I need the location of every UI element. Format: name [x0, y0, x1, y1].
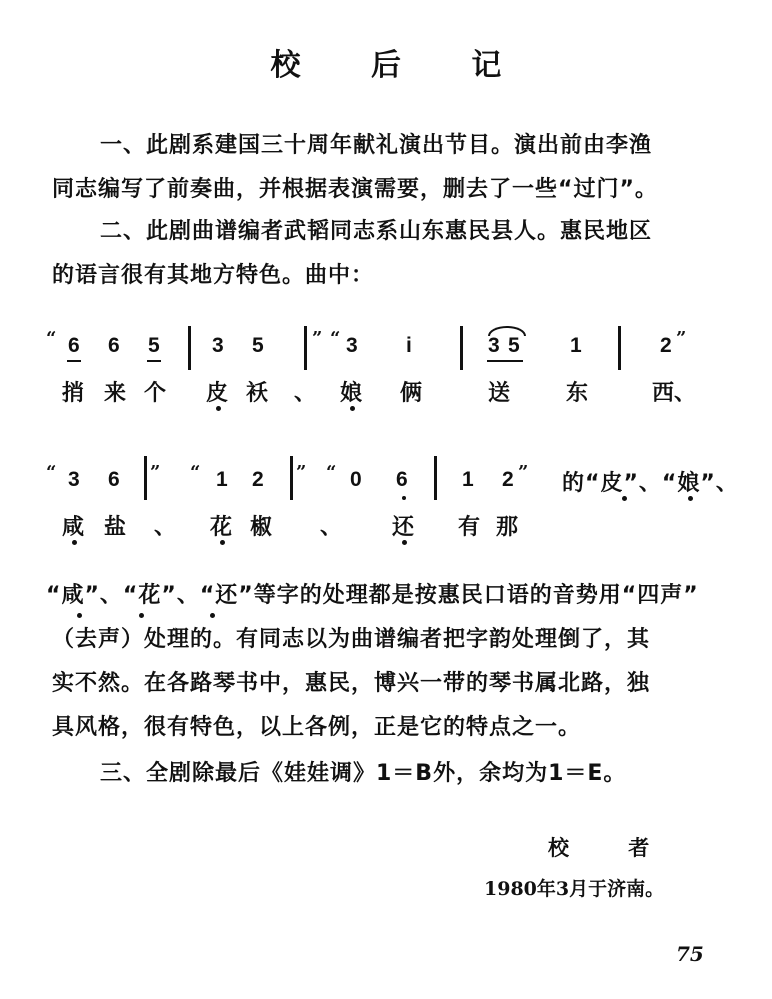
section-one	[52, 124, 752, 212]
paragraph-line: 同志编写了前奏曲，并根据表演需要，删去了一些“过门”。	[52, 177, 658, 202]
note: 1	[570, 334, 582, 357]
paragraph-line: “咸”、“花”、“还”等字的处理都是按惠民口语的音势用“四声”	[46, 583, 699, 608]
signature: 校 者	[548, 835, 676, 860]
barline	[304, 326, 307, 370]
note: 3	[346, 334, 358, 357]
trailing-text: 的“皮”、“娘”、	[562, 471, 739, 496]
note: 5	[252, 334, 264, 357]
lyric: 送	[488, 381, 511, 406]
date-line: 1980年3月于济南。	[484, 878, 665, 900]
barline	[618, 326, 621, 370]
close-quote: ”	[150, 462, 161, 483]
page-number: 75	[676, 942, 704, 966]
open-quote: “	[46, 462, 57, 483]
emphasis-dot	[72, 540, 77, 545]
close-quote: ”	[518, 462, 529, 483]
section-two-continued	[46, 574, 752, 750]
paragraph-line: 的语言很有其地方特色。曲中：	[52, 263, 375, 288]
paragraph-line: 二、此剧曲谱编者武韬同志系山东惠民县人。惠民地区	[100, 219, 653, 244]
underline-mark	[487, 360, 523, 362]
open-quote: “	[190, 462, 201, 483]
lyric: 东	[566, 381, 589, 406]
emphasis-dot	[220, 540, 225, 545]
note: 1	[216, 468, 228, 491]
note: 1	[462, 468, 474, 491]
note: 2	[252, 468, 264, 491]
note: 0	[350, 468, 362, 491]
octave-dot-below	[402, 496, 406, 500]
open-quote: “	[326, 462, 337, 483]
note: 2	[660, 334, 672, 357]
barline	[290, 456, 293, 500]
emphasis-dot	[139, 613, 144, 618]
page-title: 校 后 记	[270, 48, 532, 83]
emphasis-dot	[77, 613, 82, 618]
paragraph-line: 具风格，很有特色，以上各例，正是它的特点之一。	[52, 715, 582, 740]
underline-mark	[147, 360, 161, 362]
lyric: 皮	[206, 381, 229, 406]
close-quote: ”	[312, 328, 323, 349]
open-quote: “	[330, 328, 341, 349]
note: 6	[108, 334, 120, 357]
lyric: 俩	[400, 381, 423, 406]
lyric: 还	[392, 515, 415, 540]
barline	[144, 456, 147, 500]
note: 3	[68, 468, 80, 491]
lyric: 西、	[652, 381, 697, 406]
notation-line-1	[40, 326, 760, 406]
note: 6	[108, 468, 120, 491]
lyric: 、	[154, 515, 177, 540]
open-quote: “	[46, 328, 57, 349]
lyric: 、	[320, 515, 343, 540]
note: 6	[396, 468, 408, 491]
paragraph-line: 一、此剧系建国三十周年献礼演出节目。演出前由李渔	[100, 133, 653, 158]
lyric: 个	[144, 381, 167, 406]
note: 6	[68, 334, 80, 357]
close-quote: ”	[296, 462, 307, 483]
lyric: 袄	[246, 381, 269, 406]
note: 3	[212, 334, 224, 357]
emphasis-dot	[688, 496, 693, 501]
barline	[434, 456, 437, 500]
emphasis-dot	[216, 406, 221, 411]
lyric: 咸	[62, 515, 85, 540]
lyric: 椒	[250, 515, 273, 540]
note: 5	[148, 334, 160, 357]
lyric: 有	[458, 515, 481, 540]
emphasis-dot	[350, 406, 355, 411]
emphasis-dot	[210, 613, 215, 618]
barline	[460, 326, 463, 370]
lyric: 那	[496, 515, 519, 540]
note: 5	[508, 334, 520, 357]
lyric: 花	[210, 515, 233, 540]
lyric: 娘	[340, 381, 363, 406]
barline	[188, 326, 191, 370]
section-two	[52, 210, 752, 298]
lyric: 来	[104, 381, 127, 406]
underline-mark	[67, 360, 81, 362]
note: i	[406, 334, 412, 357]
emphasis-dot	[402, 540, 407, 545]
paragraph-line: （去声）处理的。有同志以为曲谱编者把字韵处理倒了，其	[52, 627, 651, 652]
section-three	[52, 752, 752, 796]
notation-line-2	[40, 460, 760, 540]
note: 3	[488, 334, 500, 357]
note: 2	[502, 468, 514, 491]
lyric: 盐	[104, 515, 127, 540]
lyric: 捎	[62, 381, 85, 406]
close-quote: ”	[676, 328, 687, 349]
paragraph-line: 三、全剧除最后《娃娃调》1＝B外，余均为1＝E。	[100, 761, 627, 786]
lyric: 、	[294, 381, 317, 406]
emphasis-dot	[622, 496, 627, 501]
paragraph-line: 实不然。在各路琴书中，惠民，博兴一带的琴书属北路，独	[52, 671, 651, 696]
